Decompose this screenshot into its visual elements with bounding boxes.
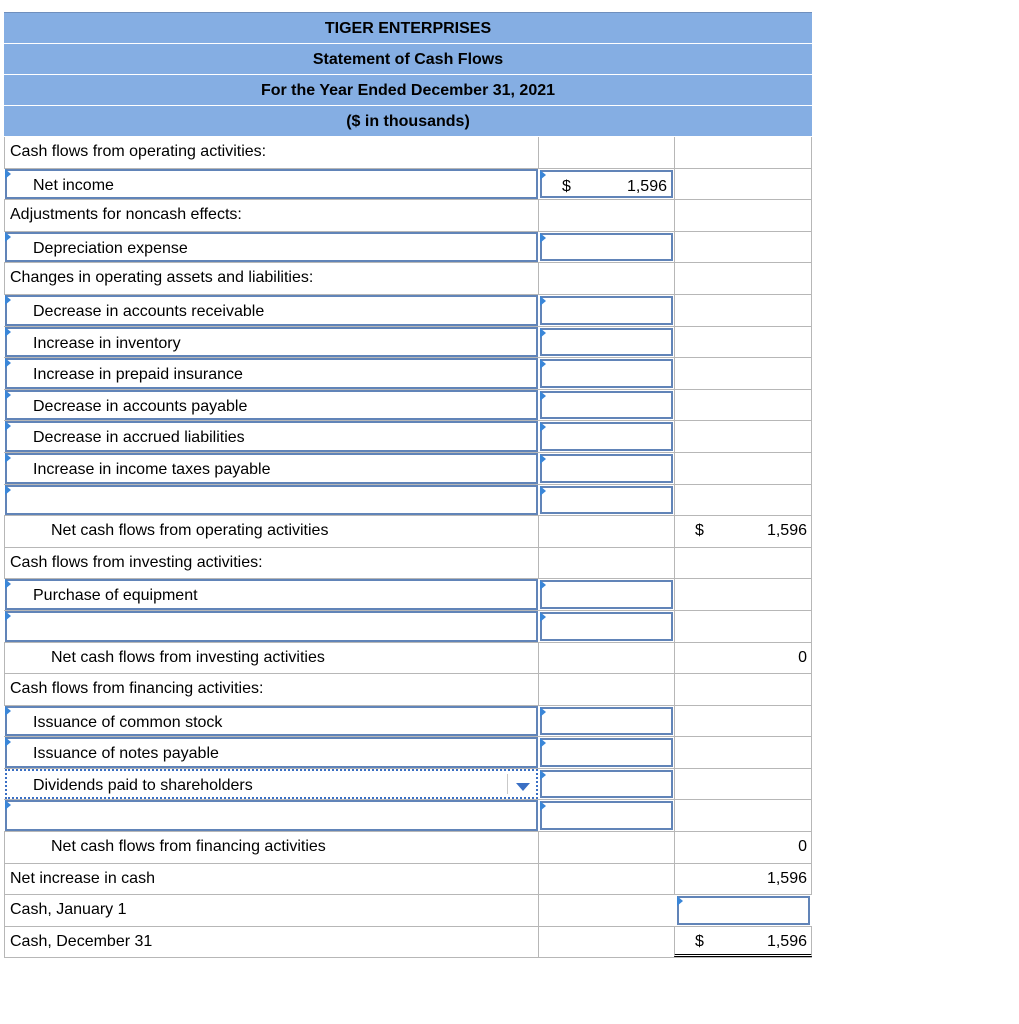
- dividends-amount-input[interactable]: [540, 770, 673, 799]
- purchase-equipment-amount-input[interactable]: [540, 580, 673, 609]
- marker-icon: [5, 611, 11, 621]
- dec-ar-label-input[interactable]: Decrease in accounts receivable: [5, 295, 538, 326]
- marker-icon: [5, 800, 11, 810]
- issuance-stock-amount-input[interactable]: [540, 707, 673, 736]
- net-investing-label: Net cash flows from investing activities: [4, 643, 538, 674]
- table-row: [4, 769, 812, 801]
- dividends-select[interactable]: Dividends paid to shareholders: [5, 769, 538, 800]
- blank-label-input[interactable]: [5, 611, 538, 642]
- marker-icon: [5, 579, 11, 589]
- statement-units: ($ in thousands): [4, 106, 812, 137]
- dec-ap-amount-input[interactable]: [540, 391, 673, 420]
- cash-jan-label: Cash, January 1: [4, 895, 538, 926]
- table-row: [4, 895, 812, 927]
- issuance-stock-label-input[interactable]: Issuance of common stock: [5, 706, 538, 737]
- table-row: [4, 516, 812, 548]
- operating-heading: Cash flows from operating activities:: [4, 137, 538, 168]
- marker-icon: [540, 422, 546, 432]
- marker-icon: [540, 296, 546, 306]
- statement-period: For the Year Ended December 31, 2021: [4, 75, 812, 106]
- inc-prepaid-amount-input[interactable]: [540, 359, 673, 388]
- depreciation-label-input[interactable]: Depreciation expense: [5, 232, 538, 263]
- table-row: [4, 832, 812, 864]
- marker-icon: [5, 421, 11, 431]
- marker-icon: [540, 580, 546, 590]
- marker-icon: [540, 707, 546, 717]
- issuance-notes-label-input[interactable]: Issuance of notes payable: [5, 737, 538, 768]
- net-financing-total: 0: [674, 832, 812, 863]
- net-financing-label: Net cash flows from financing activities: [4, 832, 538, 863]
- chevron-down-icon[interactable]: [516, 783, 530, 791]
- dec-ar-amount-input[interactable]: [540, 296, 673, 325]
- changes-heading: Changes in operating assets and liabilities:: [4, 263, 538, 294]
- marker-icon: [5, 169, 11, 179]
- net-income-label-input[interactable]: Net income: [5, 169, 538, 200]
- net-increase-total: 1,596: [674, 864, 812, 895]
- table-row: [4, 453, 812, 485]
- investing-heading: Cash flows from investing activities:: [4, 548, 538, 579]
- marker-icon: [540, 233, 546, 243]
- cash-dec-label: Cash, December 31: [4, 927, 538, 958]
- dec-accrued-label-input[interactable]: Decrease in accrued liabilities: [5, 421, 538, 452]
- table-row: [4, 800, 812, 832]
- inc-taxes-amount-input[interactable]: [540, 454, 673, 483]
- table-row: [4, 927, 812, 959]
- marker-icon: [5, 485, 11, 495]
- marker-icon: [540, 359, 546, 369]
- dec-ap-label-input[interactable]: Decrease in accounts payable: [5, 390, 538, 421]
- marker-icon: [540, 454, 546, 464]
- marker-icon: [540, 801, 546, 811]
- marker-icon: [5, 358, 11, 368]
- inc-inventory-label-input[interactable]: Increase in inventory: [5, 327, 538, 358]
- marker-icon: [5, 327, 11, 337]
- marker-icon: [5, 737, 11, 747]
- table-row: [4, 232, 812, 264]
- purchase-equipment-label-input[interactable]: Purchase of equipment: [5, 579, 538, 610]
- table-row: [4, 706, 812, 738]
- financing-heading: Cash flows from financing activities:: [4, 674, 538, 705]
- cash-dec-total: $ 1,596: [674, 927, 812, 958]
- adjustments-heading: Adjustments for noncash effects:: [4, 200, 538, 231]
- marker-icon: [5, 295, 11, 305]
- marker-icon: [540, 328, 546, 338]
- issuance-notes-amount-input[interactable]: [540, 738, 673, 767]
- blank-label-input[interactable]: [5, 800, 538, 831]
- net-investing-total: 0: [674, 643, 812, 674]
- marker-icon: [540, 486, 546, 496]
- table-row: [4, 548, 812, 580]
- table-row: [4, 200, 812, 232]
- table-row: [4, 737, 812, 769]
- inc-prepaid-label-input[interactable]: Increase in prepaid insurance: [5, 358, 538, 389]
- inc-inventory-amount-input[interactable]: [540, 328, 673, 357]
- marker-icon: [540, 770, 546, 780]
- depreciation-amount-input[interactable]: [540, 233, 673, 262]
- marker-icon: [5, 706, 11, 716]
- table-row: [4, 643, 812, 675]
- table-row: [4, 358, 812, 390]
- marker-icon: [677, 896, 683, 906]
- marker-icon: [540, 391, 546, 401]
- company-name: TIGER ENTERPRISES: [4, 12, 812, 44]
- statement-title: Statement of Cash Flows: [4, 44, 812, 75]
- net-increase-label: Net increase in cash: [4, 864, 538, 895]
- table-row: [4, 485, 812, 517]
- marker-icon: [5, 232, 11, 242]
- table-row: [4, 295, 812, 327]
- net-operating-total: $ 1,596: [674, 516, 812, 547]
- marker-icon: [540, 738, 546, 748]
- marker-icon: [5, 453, 11, 463]
- blank-amount-input[interactable]: [540, 486, 673, 515]
- table-row: [4, 263, 812, 295]
- table-row: [4, 579, 812, 611]
- table-row: [4, 611, 812, 643]
- marker-icon: [540, 612, 546, 622]
- inc-taxes-label-input[interactable]: Increase in income taxes payable: [5, 453, 538, 484]
- cash-jan-amount-input[interactable]: [677, 896, 810, 925]
- dec-accrued-amount-input[interactable]: [540, 422, 673, 451]
- blank-label-input[interactable]: [5, 485, 538, 516]
- table-row: [4, 327, 812, 359]
- net-operating-label: Net cash flows from operating activities: [4, 516, 538, 547]
- table-row: [4, 169, 812, 201]
- blank-amount-input[interactable]: [540, 612, 673, 641]
- table-row: [4, 421, 812, 453]
- cash-flow-statement: [4, 12, 812, 958]
- table-row: [4, 390, 812, 422]
- marker-icon: [540, 170, 546, 180]
- table-row: [4, 137, 812, 169]
- net-income-amount-input[interactable]: $ 1,596: [540, 170, 673, 199]
- marker-icon: [5, 390, 11, 400]
- blank-amount-input[interactable]: [540, 801, 673, 830]
- table-row: [4, 864, 812, 896]
- table-row: [4, 674, 812, 706]
